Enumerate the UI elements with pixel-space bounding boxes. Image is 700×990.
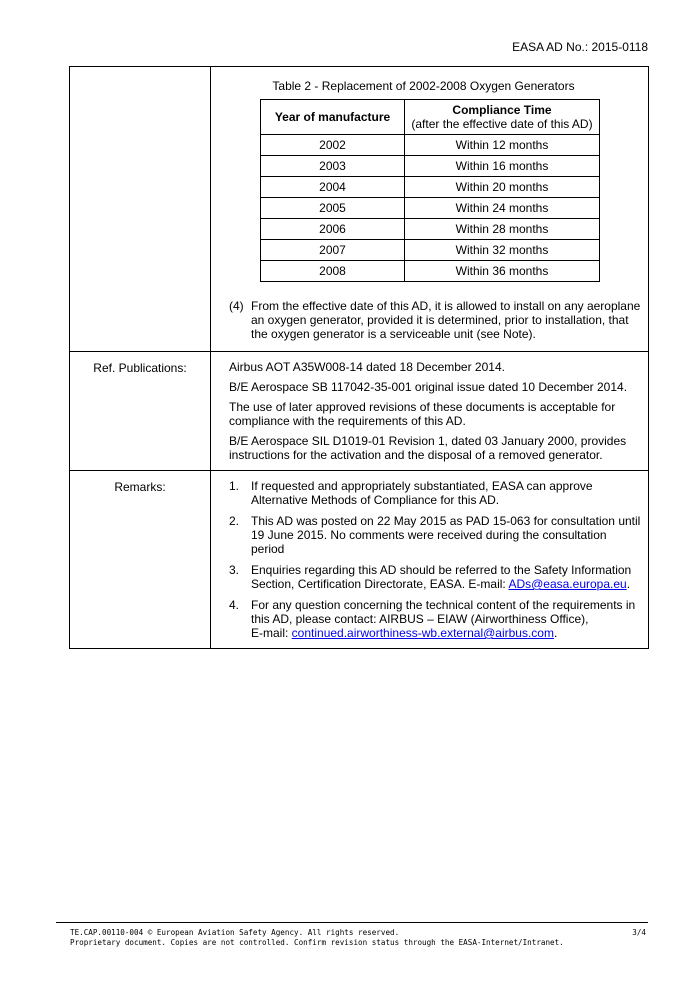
- item-4-number: (4): [229, 299, 244, 313]
- remark-number: 4.: [229, 598, 240, 612]
- table2-caption: Table 2 - Replacement of 2002-2008 Oxygen Generators: [272, 79, 575, 93]
- easa-email-link[interactable]: ADs@easa.europa.eu: [508, 577, 627, 591]
- table-row: [261, 219, 600, 240]
- ref-publications-row: [70, 352, 649, 471]
- compliance-cell: Within 20 months: [405, 177, 600, 198]
- ref-publication-paragraph: B/E Aerospace SIL D1019-01 Revision 1, dated 03 January 2000, provides instructions for the activation and the disposal of a removed generator.: [229, 434, 627, 462]
- footer-divider: [56, 922, 648, 923]
- remark-text-block: [251, 563, 642, 591]
- item-4-text: From the effective date of this AD, it is allowed to install on any aeroplane an oxygen generator, provided it is determined, prior to installation, that the oxygen generator is a serviceable unit (see Note).: [251, 299, 641, 341]
- compliance-cell: Within 12 months: [405, 135, 600, 156]
- remarks-list: [229, 479, 642, 640]
- ref-publication-paragraph: B/E Aerospace SB 117042-35-001 original issue dated 10 December 2014.: [229, 380, 628, 394]
- ref-publications-content: [211, 352, 649, 471]
- email-label: E-mail:: [251, 626, 292, 640]
- table-row: [261, 135, 600, 156]
- table-row: [261, 198, 600, 219]
- year-cell: 2002: [261, 135, 405, 156]
- table-row: [261, 240, 600, 261]
- table-row: [261, 261, 600, 282]
- year-cell: 2003: [261, 156, 405, 177]
- list-item: [229, 479, 642, 507]
- col-compliance-header: [405, 100, 600, 135]
- remark-text: If requested and appropriately substantiated, EASA can approve Alternative Methods of Compliance for this AD.: [251, 479, 593, 507]
- remark-text: This AD was posted on 22 May 2015 as PAD 15-063 for consultation until 19 June 2015. No comments were received during the consultation period: [251, 514, 641, 556]
- footer-disclaimer: Proprietary document. Copies are not controlled. Confirm revision status through the EASA-Internet/Intranet.: [70, 938, 564, 947]
- footer-copyright: TE.CAP.00110-004 © European Aviation Safety Agency. All rights reserved.: [70, 928, 400, 937]
- compliance-cell: Within 32 months: [405, 240, 600, 261]
- col-compliance-title: Compliance Time: [452, 103, 552, 117]
- remark-number: 3.: [229, 563, 240, 577]
- list-item: [229, 514, 642, 556]
- compliance-cell: Within 28 months: [405, 219, 600, 240]
- list-item: [229, 563, 642, 591]
- empty-label-cell: [70, 67, 211, 352]
- col-compliance-subtitle: (after the effective date of this AD): [411, 117, 593, 131]
- compliance-cell: Within 24 months: [405, 198, 600, 219]
- ref-publications-label: Ref. Publications:: [70, 352, 211, 471]
- table-row: [261, 156, 600, 177]
- remarks-content: [211, 471, 649, 649]
- table2-content-cell: [211, 67, 649, 352]
- oxygen-generator-table: [260, 99, 600, 282]
- year-cell: 2005: [261, 198, 405, 219]
- compliance-cell: Within 16 months: [405, 156, 600, 177]
- remarks-row: [70, 471, 649, 649]
- remark-end: .: [553, 626, 558, 640]
- remark-text-block: [251, 598, 642, 640]
- table2-row: [70, 67, 649, 352]
- airbus-email-link[interactable]: continued.airworthiness-wb.external@airbus.com: [291, 626, 554, 640]
- year-cell: 2004: [261, 177, 405, 198]
- remark-text: For any question concerning the technical content of the requirements in this AD, please contact: AIRBUS – EIAW (Airworthiness Office),: [251, 598, 636, 626]
- year-cell: 2006: [261, 219, 405, 240]
- remarks-label: Remarks:: [70, 471, 211, 649]
- ref-publication-paragraph: Airbus AOT A35W008-14 dated 18 December 2014.: [229, 360, 505, 374]
- page-footer: [70, 928, 646, 948]
- compliance-cell: Within 36 months: [405, 261, 600, 282]
- page-number: 3/4: [632, 928, 646, 937]
- item-4-paragraph: [229, 299, 642, 341]
- remark-number: 1.: [229, 479, 240, 493]
- ad-content-table: [69, 66, 649, 649]
- col-year-header: Year of manufacture: [261, 100, 405, 135]
- remark-text: Enquiries regarding this AD should be referred to the Safety Information Section, Certification Directorate, EASA. E-mail:: [251, 563, 632, 591]
- table-row: [261, 177, 600, 198]
- year-cell: 2008: [261, 261, 405, 282]
- remark-number: 2.: [229, 514, 240, 528]
- year-cell: 2007: [261, 240, 405, 261]
- ad-number-header: EASA AD No.: 2015-0118: [512, 40, 648, 54]
- ref-publication-paragraph: The use of later approved revisions of these documents is acceptable for compliance with the requirements of this AD.: [229, 400, 616, 428]
- remark-end: .: [626, 577, 631, 591]
- list-item: [229, 598, 642, 640]
